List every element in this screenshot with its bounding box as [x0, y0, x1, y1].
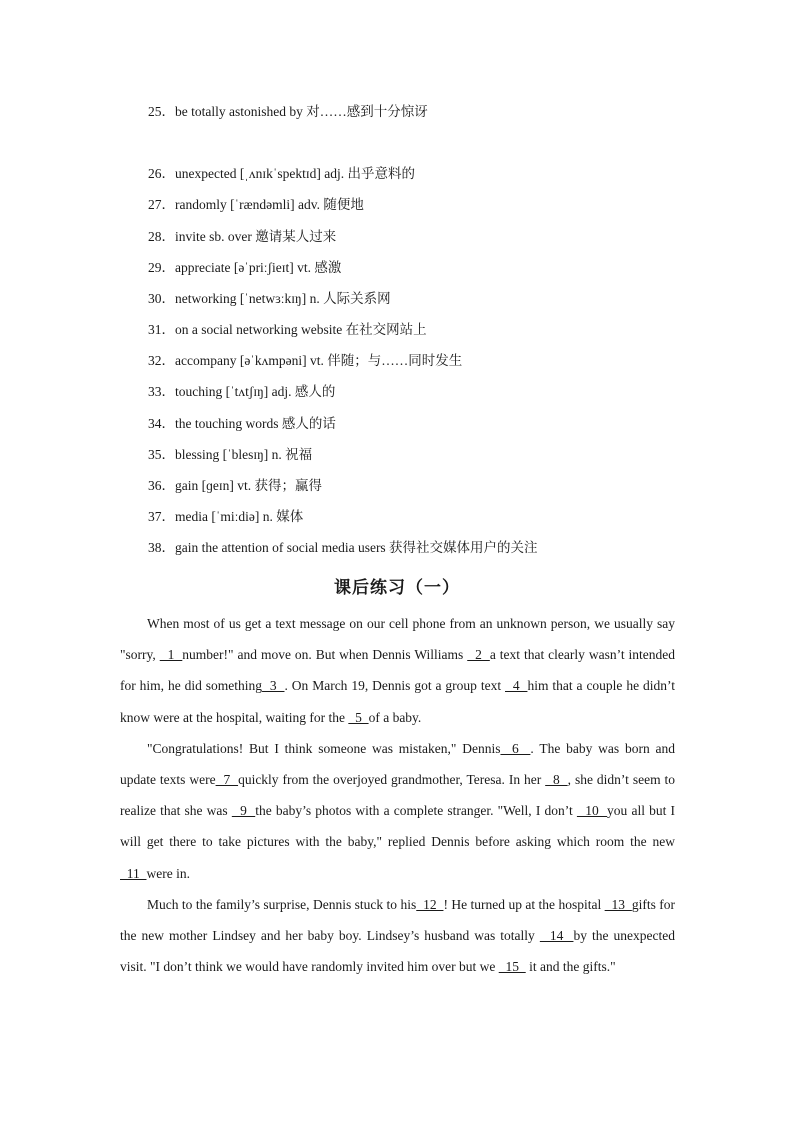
text-run: a text that clearly wasn’t intended for him, he did something [120, 647, 676, 694]
blank-8: 8 [545, 772, 568, 788]
vocab-item-30: 30．networking [ˈnetwɜːkɪŋ] n. 人际关系网 [148, 291, 391, 306]
paragraph-1 [120, 608, 675, 733]
blank-9: 9 [231, 803, 256, 819]
blank-5: 5 [348, 709, 369, 725]
blank-14: 14 [539, 928, 574, 944]
blank-6: 6 [500, 740, 531, 756]
blank-3: 3 [262, 678, 285, 694]
blank-7: 7 [215, 772, 239, 788]
text-run: quickly from the overjoyed grandmother, Teresa. In her [238, 772, 546, 788]
vocab-item-37: 37．media [ˈmiːdiə] n. 媒体 [148, 509, 304, 524]
text-run: were in. [146, 865, 190, 881]
text-run: of a baby. [368, 709, 422, 725]
paragraph-3 [120, 889, 675, 983]
text-run: it and the gifts." [525, 959, 616, 975]
blank-13: 13 [604, 896, 632, 912]
vocab-item-25: 25．be totally astonished by 对……感到十分惊讶 [148, 104, 428, 119]
blank-12: 12 [416, 896, 444, 912]
vocab-item-34: 34．the touching words 感人的话 [148, 416, 336, 431]
vocab-item-36: 36．gain [ɡeɪn] vt. 获得；赢得 [148, 478, 322, 493]
text-run: number!" and move on. But when Dennis Williams [182, 647, 468, 663]
text-run: When most of us get a text message on our cell phone from an unknown person, we usually say "sorry, [120, 616, 675, 663]
vocab-item-28: 28．invite sb. over 邀请某人过来 [148, 229, 337, 244]
text-run: Much to the family’s surprise, Dennis stuck to his [147, 896, 417, 912]
vocab-item-26: 26．unexpected [ˌʌnɪkˈspektɪd] adj. 出乎意料的 [148, 166, 415, 181]
text-run: "Congratulations! But I think someone was mistaken," Dennis [147, 740, 501, 756]
text-run: him that a couple he didn’t know were at the hospital, waiting for the [120, 678, 676, 725]
blank-1: 1 [159, 647, 183, 663]
paragraph-2 [120, 733, 675, 889]
vocab-item-33: 33．touching [ˈtʌtʃɪŋ] adj. 感人的 [148, 384, 336, 399]
exercise-title: 课后练习（一） [334, 578, 460, 597]
vocab-item-38: 38．gain the attention of social media users 获得社交媒体用户的关注 [148, 540, 538, 555]
text-run: the baby’s photos with a complete stranger. "Well, I don’t [255, 803, 577, 819]
text-run: gifts for the new mother Lindsey and her baby boy. Lindsey’s husband was totally [120, 896, 676, 944]
blank-11: 11 [120, 865, 147, 881]
blank-10: 10 [576, 803, 608, 819]
vocab-item-35: 35．blessing [ˈblesɪŋ] n. 祝福 [148, 447, 313, 462]
text-run: . On March 19, Dennis got a group text [284, 678, 505, 694]
vocab-item-31: 31．on a social networking website 在社交网站上 [148, 322, 427, 337]
cloze-passage [120, 608, 675, 982]
blank-4: 4 [505, 678, 528, 694]
text-run: ! He turned up at the hospital [443, 896, 605, 912]
text-run: by the unexpected visit. "I don’t think we would have randomly invited him over but we [120, 928, 675, 975]
vocab-item-32: 32．accompany [əˈkʌmpəni] vt. 伴随；与……同时发生 [148, 353, 463, 368]
blank-15: 15 [498, 959, 526, 975]
vocab-item-27: 27．randomly [ˈrændəmli] adv. 随便地 [148, 197, 364, 212]
vocab-item-29: 29．appreciate [əˈpriːʃieɪt] vt. 感激 [148, 260, 342, 275]
text-run: . The baby was born and update texts were [120, 740, 675, 788]
text-run: , she didn’t seem to realize that she was [120, 772, 676, 819]
blank-2: 2 [467, 647, 490, 663]
text-run: you all but I will get there to take pictures with the baby," replied Dennis before asking which room the new [120, 803, 676, 850]
